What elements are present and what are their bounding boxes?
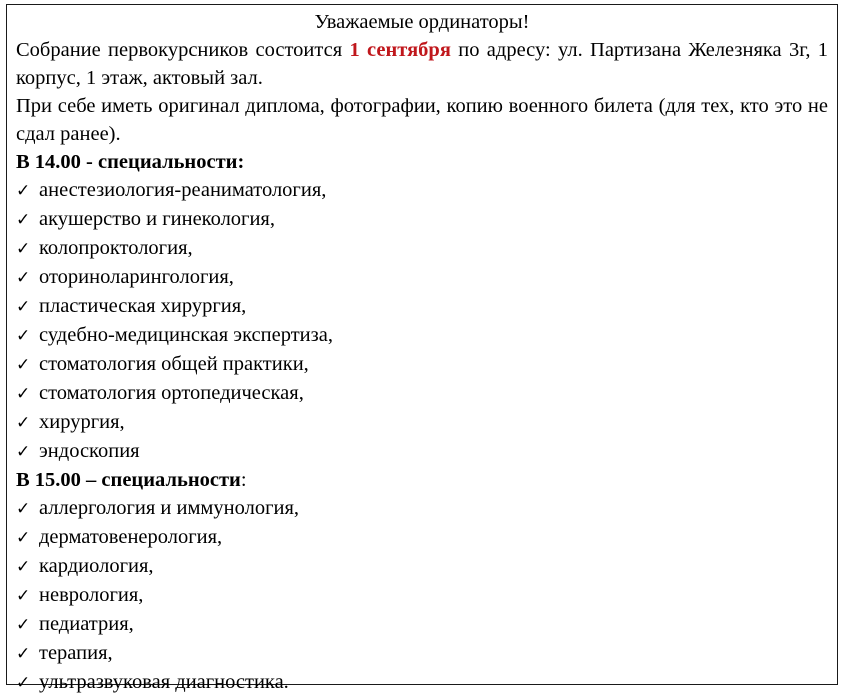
list-item [16, 639, 828, 668]
group-heading-colon: : [240, 469, 247, 491]
notice-title: Уважаемые ординаторы! [314, 11, 530, 33]
check-icon: ✓ [16, 326, 31, 346]
group-heading [16, 148, 828, 176]
specialty-list [16, 176, 828, 466]
list-item [16, 494, 828, 523]
specialty-name: колопроктология, [39, 237, 193, 259]
list-item [16, 263, 828, 292]
meeting-date: 1 сентября [349, 39, 451, 61]
specialty-name: неврология, [39, 584, 144, 606]
group-heading [16, 466, 828, 494]
check-icon: ✓ [16, 615, 31, 635]
check-icon: ✓ [16, 586, 31, 606]
specialty-name: хирургия, [39, 411, 125, 433]
specialty-name: судебно-медицинская экспертиза, [39, 324, 333, 346]
list-item [16, 321, 828, 350]
check-icon: ✓ [16, 499, 31, 519]
check-icon: ✓ [16, 673, 31, 693]
group-heading-colon: : [237, 151, 245, 173]
list-item [16, 610, 828, 639]
list-item [16, 350, 828, 379]
check-icon: ✓ [16, 557, 31, 577]
list-item [16, 292, 828, 321]
list-item [16, 176, 828, 205]
check-icon: ✓ [16, 210, 31, 230]
check-icon: ✓ [16, 413, 31, 433]
check-icon: ✓ [16, 644, 31, 664]
specialty-name: ультразвуковая диагностика. [39, 671, 289, 693]
list-item [16, 552, 828, 581]
meeting-text-before: Собрание первокурсников состоится [16, 39, 350, 61]
check-icon: ✓ [16, 355, 31, 375]
check-icon: ✓ [16, 268, 31, 288]
list-item [16, 437, 828, 466]
check-icon: ✓ [16, 528, 31, 548]
meeting-paragraph [16, 36, 828, 92]
specialty-name: стоматология ортопедическая, [39, 382, 304, 404]
list-item [16, 234, 828, 263]
check-icon: ✓ [16, 297, 31, 317]
documents-paragraph: При себе иметь оригинал диплома, фотографии, копию военного билета (для тех, кто это не сдал ранее). [16, 95, 828, 145]
check-icon: ✓ [16, 181, 31, 201]
specialty-name: педиатрия, [39, 613, 134, 635]
check-icon: ✓ [16, 384, 31, 404]
specialty-name: аллергология и иммунология, [39, 497, 300, 519]
specialty-name: пластическая хирургия, [39, 295, 247, 317]
group-heading-time: В 15.00 – специальности [16, 469, 241, 491]
specialty-name: стоматология общей практики, [39, 353, 309, 375]
check-icon: ✓ [16, 239, 31, 259]
specialty-group-1500 [16, 466, 828, 697]
list-item [16, 581, 828, 610]
list-item [16, 379, 828, 408]
specialty-name: анестезиология-реаниматология, [39, 179, 327, 201]
list-item [16, 523, 828, 552]
group-heading-time: В 14.00 - специальности [16, 151, 238, 173]
meeting-text-after: по адресу: ул. Партизана Железняка 3г, 1 корпус, 1 этаж, актовый зал. [16, 39, 829, 89]
list-item [16, 408, 828, 437]
notice-box [6, 4, 838, 693]
specialty-name: терапия, [39, 642, 113, 664]
specialty-name: акушерство и гинекология, [39, 208, 275, 230]
check-icon: ✓ [16, 442, 31, 462]
specialty-name: эндоскопия [39, 440, 140, 462]
specialty-name: кардиология, [39, 555, 154, 577]
specialty-list [16, 494, 828, 697]
list-item [16, 668, 828, 697]
specialty-group-1400 [16, 148, 828, 466]
specialty-name: дерматовенерология, [39, 526, 223, 548]
specialty-name: оториноларингология, [39, 266, 234, 288]
list-item [16, 205, 828, 234]
